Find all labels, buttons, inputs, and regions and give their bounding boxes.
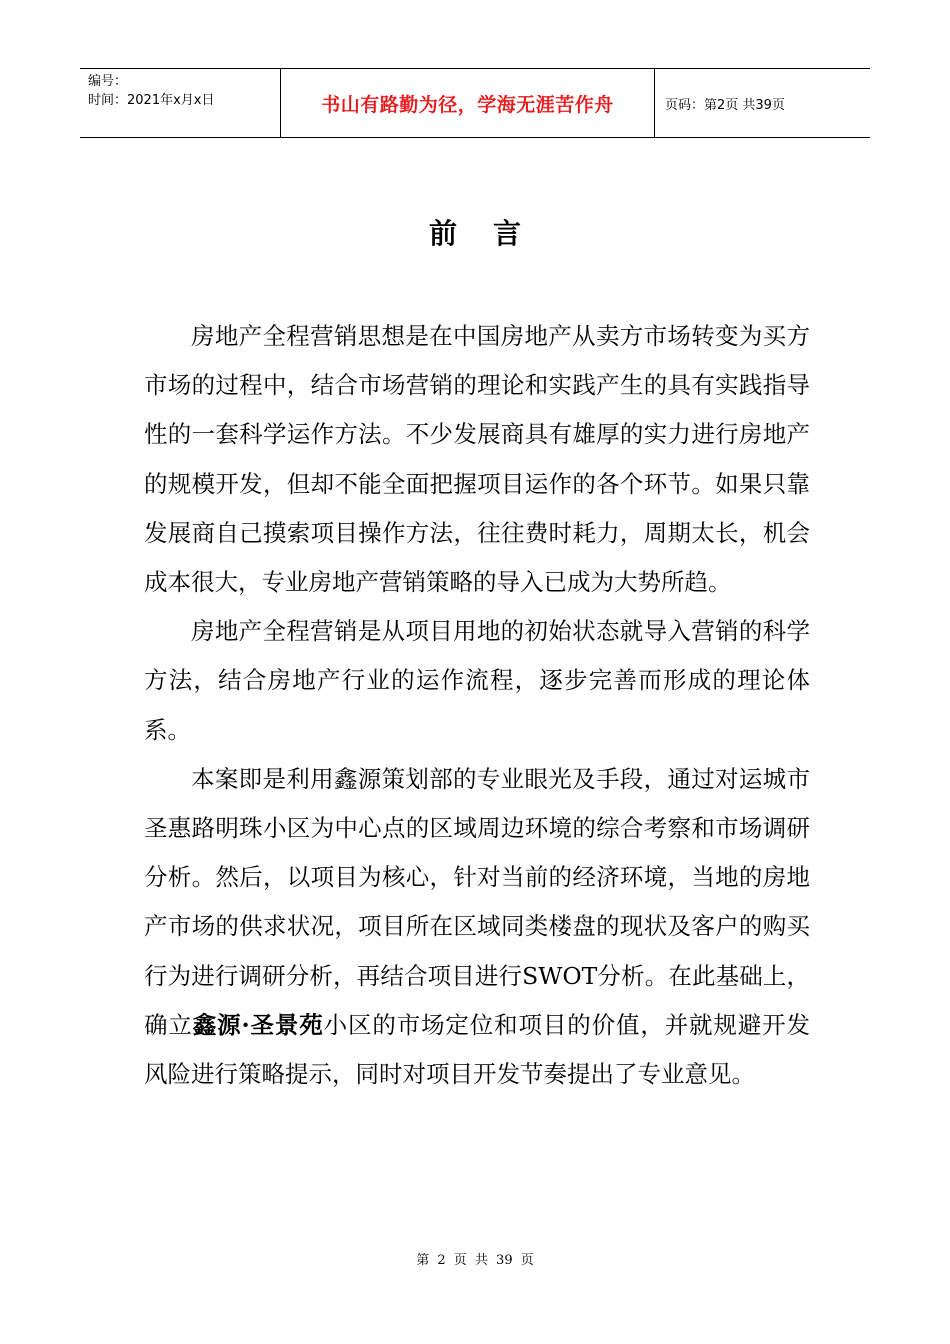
header-motto: 书山有路勤为径，学海无涯苦作舟 — [281, 69, 655, 137]
paragraph-2: 房地产全程营销是从项目用地的初始状态就导入营销的科学方法，结合房地产行业的运作流程，逐步完善而形成的理论体系。 — [144, 617, 810, 744]
header-page-info: 页码：第2页 共39页 — [665, 97, 785, 113]
body-text — [144, 312, 810, 1099]
paragraph-1: 房地产全程营销思想是在中国房地产从卖方市场转变为买方市场的过程中，结合市场营销的理论和实践产生的具有实践指导性的一套科学运作方法。不少发展商具有雄厚的实力进行房地产的规模开发，但却不能全面把握项目运作的各个环节。如果只靠发展商自己摸索项目操作方法，往往费时耗力，周期太长，机会成本很大，专业房地产营销策略的导入已成为大势所趋。 — [144, 322, 810, 597]
paragraph-3-text-after: 小区的市场定位和项目的价值，并就规避开发风险进行策略提示，同时对项目开发节奏提出了专业意见。 — [144, 1010, 811, 1089]
project-name-emphasis: 鑫源·圣景苑 — [192, 1010, 324, 1039]
header-table — [80, 68, 870, 138]
document-number-label: 编号： — [88, 74, 128, 89]
paragraph-3 — [144, 755, 810, 1099]
document-date-label: 时间：2021年x月x日 — [88, 93, 215, 108]
header-meta-cell — [80, 69, 281, 137]
page-title: 前言 — [428, 217, 557, 250]
page-footer: 第 2 页 共 39 页 — [416, 1253, 534, 1268]
paragraph-3-text-before: 本案即是利用鑫源策划部的专业眼光及手段，通过对运城市圣惠路明珠小区为中心点的区域周边环境的综合考察和市场调研分析。然后，以项目为核心，针对当前的经济环境，当地的房地产市场的供求状况，项目所在区域同类楼盘的现状及客户的购买行为进行调研分析，再结合项目进行SWOT分析。在此基础上，确立 — [144, 764, 810, 1039]
